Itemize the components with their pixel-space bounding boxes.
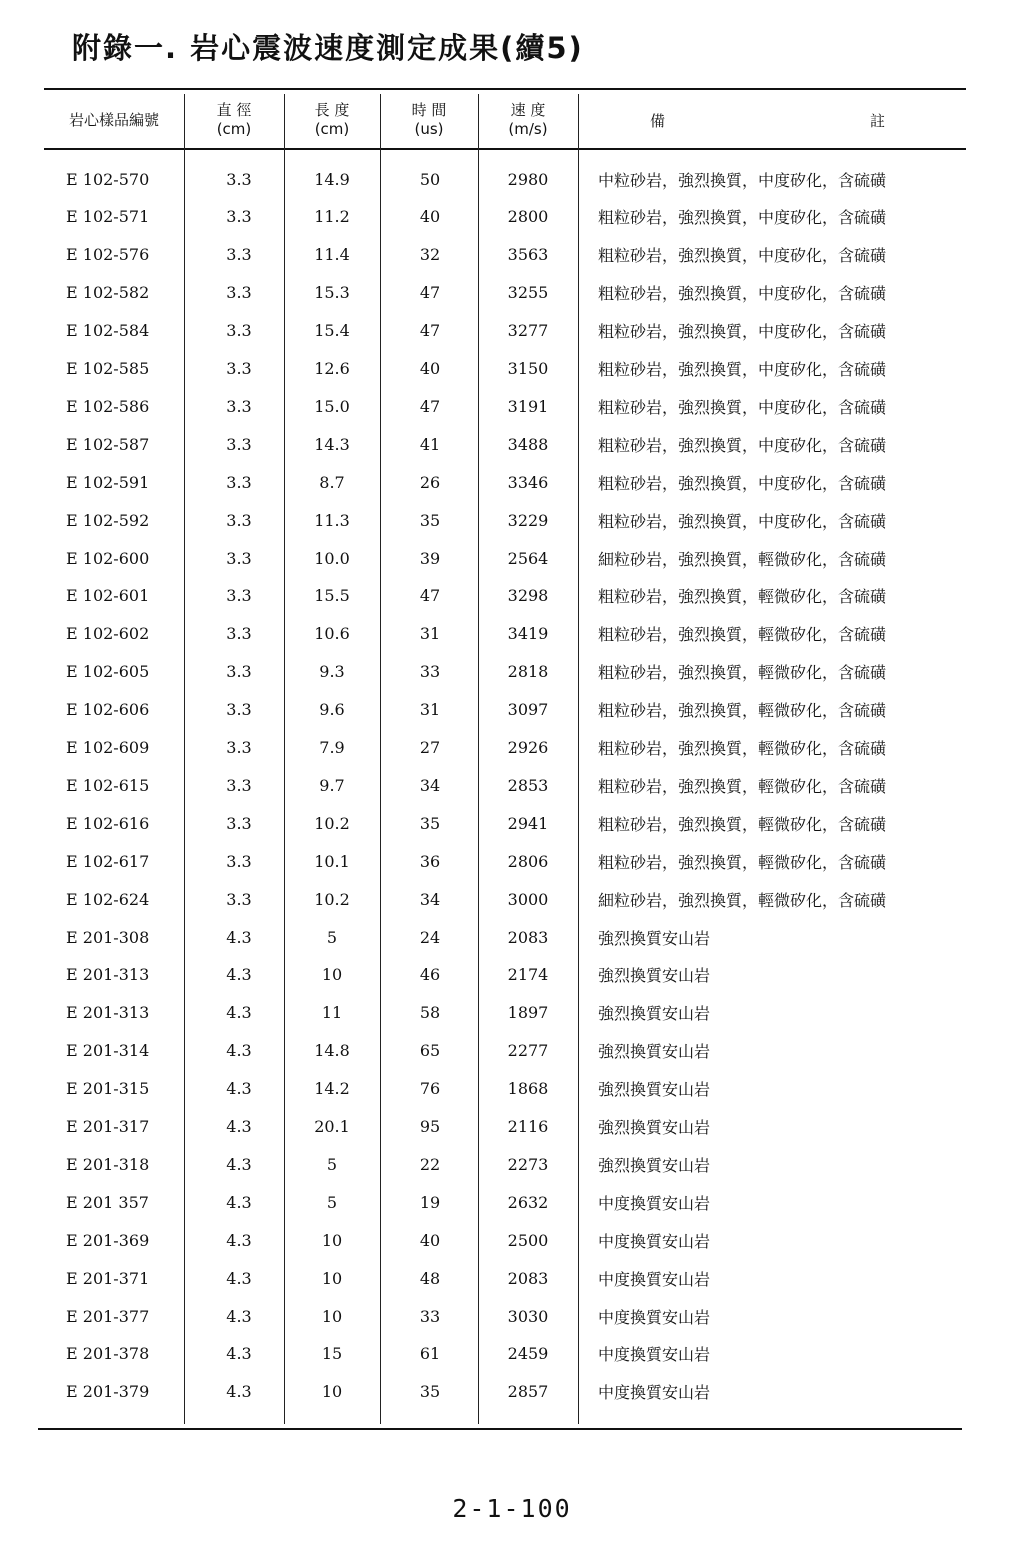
cell-id: E 102-602 (66, 624, 150, 644)
cell-vel: 3298 (507, 586, 549, 606)
cell-time: 50 (419, 169, 441, 189)
table-row (44, 463, 966, 501)
table-row (44, 956, 966, 994)
cell-note: 粗粒砂岩，強烈換質，中度矽化，含硫磺 (598, 397, 887, 417)
table-row (44, 653, 966, 691)
cell-len: 5 (326, 1192, 338, 1212)
cell-time: 33 (419, 1306, 441, 1326)
cell-note: 中度換質安山岩 (598, 1231, 711, 1251)
cell-dia: 4.3 (226, 1268, 252, 1288)
table-header (44, 94, 966, 146)
cell-id: E 102-582 (66, 283, 150, 303)
cell-note: 細粒砂岩，強烈換質，輕微矽化，含硫磺 (598, 549, 887, 569)
cell-dia: 3.3 (226, 283, 252, 303)
cell-len: 20.1 (314, 1117, 350, 1136)
table-row (44, 1070, 966, 1108)
cell-vel: 2632 (507, 1192, 549, 1212)
cell-dia: 3.3 (226, 396, 252, 416)
cell-dia: 3.3 (226, 586, 252, 606)
cell-vel: 1897 (507, 1003, 549, 1023)
table-row (44, 691, 966, 729)
cell-dia: 3.3 (226, 245, 252, 265)
cell-vel: 3563 (507, 245, 549, 265)
cell-vel: 3277 (507, 321, 549, 341)
cell-vel: 3255 (507, 283, 549, 303)
cell-vel: 2941 (507, 813, 549, 833)
cell-id: E 201-314 (66, 1041, 150, 1061)
cell-vel: 2083 (507, 1268, 549, 1288)
cell-dia: 4.3 (226, 1154, 252, 1174)
table-bottom-rule (38, 1428, 962, 1430)
cell-note: 強烈換質安山岩 (598, 1004, 711, 1024)
cell-time: 47 (419, 321, 441, 341)
cell-id: E 102-587 (66, 434, 150, 454)
cell-vel: 2926 (507, 738, 549, 757)
cell-time: 32 (419, 245, 441, 265)
cell-dia: 3.3 (226, 434, 252, 454)
cell-len: 14.9 (314, 169, 350, 189)
cell-time: 47 (419, 283, 441, 303)
cell-time: 40 (419, 207, 441, 227)
cell-time: 95 (419, 1117, 441, 1136)
cell-id: E 102-592 (66, 510, 150, 530)
cell-id: E 102-600 (66, 548, 150, 568)
cell-len: 10.2 (314, 813, 350, 833)
header-time-unit: (us) (414, 120, 444, 138)
cell-note: 粗粒砂岩，強烈換質，中度矽化，含硫磺 (598, 473, 887, 493)
cell-time: 34 (419, 775, 441, 795)
cell-len: 9.3 (319, 662, 345, 682)
header-diameter-label: 直 徑 (216, 101, 252, 119)
cell-dia: 3.3 (226, 851, 252, 871)
table-row (44, 766, 966, 804)
cell-vel: 2980 (507, 169, 549, 189)
cell-time: 26 (419, 472, 441, 492)
cell-len: 5 (326, 927, 338, 947)
cell-id: E 201-315 (66, 1079, 150, 1099)
cell-len: 10.6 (314, 624, 350, 644)
cell-len: 9.7 (319, 775, 345, 795)
cell-len: 12.6 (314, 359, 350, 378)
cell-dia: 4.3 (226, 965, 252, 985)
cell-dia: 4.3 (226, 1003, 252, 1023)
header-diameter-unit: (cm) (216, 120, 252, 138)
cell-id: E 201-371 (66, 1268, 150, 1288)
table-row (44, 160, 966, 198)
table-row (44, 1373, 966, 1411)
cell-vel: 3229 (507, 510, 549, 530)
cell-note: 粗粒砂岩，強烈換質，輕微矽化，含硫磺 (598, 776, 887, 796)
cell-id: E 201-379 (66, 1382, 150, 1402)
cell-note: 粗粒砂岩，強烈換質，輕微矽化，含硫磺 (598, 701, 887, 721)
table-row (44, 350, 966, 388)
table-row (44, 1297, 966, 1335)
cell-note: 強烈換質安山岩 (598, 1118, 711, 1137)
cell-vel: 2116 (507, 1117, 549, 1136)
cell-len: 15 (321, 1344, 343, 1364)
cell-time: 48 (419, 1268, 441, 1288)
cell-vel: 3346 (507, 472, 549, 492)
cell-id: E 102-585 (66, 359, 150, 378)
cell-id: E 201-313 (66, 1003, 150, 1023)
cell-note: 粗粒砂岩，強烈換質，輕微矽化，含硫磺 (598, 625, 887, 645)
table-row (44, 1145, 966, 1183)
cell-time: 22 (419, 1154, 441, 1174)
cell-dia: 3.3 (226, 510, 252, 530)
header-sample-id-label: 岩心樣品編號 (68, 110, 159, 129)
cell-time: 19 (419, 1192, 441, 1212)
cell-time: 24 (419, 927, 441, 947)
cell-time: 47 (419, 396, 441, 416)
cell-id: E 102-584 (66, 321, 150, 341)
cell-dia: 3.3 (226, 662, 252, 682)
cell-dia: 4.3 (226, 1344, 252, 1364)
cell-note: 粗粒砂岩，強烈換質，輕微矽化，含硫磺 (598, 739, 887, 758)
cell-vel: 2806 (507, 851, 549, 871)
table-row (44, 501, 966, 539)
table-row (44, 274, 966, 312)
cell-vel: 2174 (507, 965, 549, 985)
cell-dia: 3.3 (226, 169, 252, 189)
cell-time: 41 (419, 434, 441, 454)
cell-vel: 3191 (507, 396, 549, 416)
cell-note: 中粒砂岩，強烈換質，中度矽化，含硫磺 (598, 170, 887, 190)
cell-dia: 4.3 (226, 1192, 252, 1212)
cell-time: 35 (419, 813, 441, 833)
cell-len: 14.2 (314, 1079, 350, 1099)
cell-dia: 4.3 (226, 1041, 252, 1061)
cell-note: 中度換質安山岩 (598, 1345, 711, 1365)
cell-time: 39 (419, 548, 441, 568)
cell-vel: 1868 (507, 1079, 549, 1099)
table-row (44, 425, 966, 463)
header-notes-a: 備 (650, 111, 666, 130)
table-row (44, 1183, 966, 1221)
cell-id: E 201-378 (66, 1344, 150, 1364)
cell-note: 強烈換質安山岩 (598, 966, 711, 986)
cell-dia: 3.3 (226, 775, 252, 795)
cell-note: 強烈換質安山岩 (598, 1155, 711, 1175)
cell-note: 粗粒砂岩，強烈換質，中度矽化，含硫磺 (598, 246, 887, 266)
cell-id: E 201-377 (66, 1306, 150, 1326)
cell-time: 34 (419, 889, 441, 909)
cell-id: E 102-616 (66, 813, 150, 833)
cell-id: E 102-591 (66, 472, 150, 492)
cell-id: E 102-571 (66, 207, 150, 227)
cell-note: 粗粒砂岩，強烈換質，輕微矽化，含硫磺 (598, 814, 887, 834)
header-time (380, 94, 478, 146)
table-row (44, 1335, 966, 1373)
header-time-label: 時 間 (411, 101, 447, 119)
table-row (44, 804, 966, 842)
cell-vel: 2273 (507, 1154, 549, 1174)
table-row (44, 842, 966, 880)
header-sample-id (44, 94, 184, 146)
cell-dia: 3.3 (226, 813, 252, 833)
cell-id: E 201-318 (66, 1154, 150, 1174)
cell-note: 細粒砂岩，強烈換質，輕微矽化，含硫磺 (598, 890, 887, 910)
cell-note: 中度換質安山岩 (598, 1269, 711, 1289)
cell-note: 粗粒砂岩，強烈換質，中度矽化，含硫磺 (598, 511, 887, 531)
cell-vel: 3097 (507, 700, 549, 720)
cell-len: 11.2 (314, 207, 350, 227)
cell-len: 10 (321, 1306, 343, 1326)
table-row (44, 729, 966, 767)
cell-len: 10.1 (314, 851, 350, 871)
page-number: 2-1-100 (452, 1494, 572, 1523)
cell-len: 5 (326, 1154, 338, 1174)
cell-dia: 3.3 (226, 889, 252, 909)
header-velocity-label: 速 度 (510, 101, 546, 119)
cell-time: 76 (419, 1079, 441, 1099)
header-velocity (478, 94, 578, 146)
cell-len: 15.3 (314, 283, 350, 303)
cell-dia: 4.3 (226, 1230, 252, 1250)
cell-vel: 2277 (507, 1041, 549, 1061)
cell-id: E 102-606 (66, 700, 150, 720)
page-title: 附錄一. 岩心震波速度測定成果(續5) (72, 31, 584, 65)
cell-len: 10.0 (314, 548, 350, 568)
cell-note: 強烈換質安山岩 (598, 1042, 711, 1062)
cell-vel: 2083 (507, 927, 549, 947)
cell-len: 10 (321, 1268, 343, 1288)
cell-vel: 3030 (507, 1306, 549, 1326)
table-row (44, 198, 966, 236)
cell-dia: 4.3 (226, 1079, 252, 1099)
cell-id: E 102-570 (66, 169, 150, 189)
cell-vel: 2459 (507, 1344, 549, 1364)
cell-id: E 102-617 (66, 851, 150, 871)
cell-time: 58 (419, 1003, 441, 1023)
cell-id: E 201-313 (66, 965, 150, 985)
cell-note: 強烈換質安山岩 (598, 928, 711, 948)
cell-dia: 3.3 (226, 472, 252, 492)
cell-len: 14.8 (314, 1041, 350, 1061)
cell-dia: 4.3 (226, 927, 252, 947)
cell-dia: 3.3 (226, 624, 252, 644)
cell-id: E 102-586 (66, 396, 150, 416)
cell-note: 粗粒砂岩，強烈換質，中度矽化，含硫磺 (598, 208, 887, 228)
cell-id: E 102-615 (66, 775, 150, 795)
table-row (44, 539, 966, 577)
cell-time: 35 (419, 1382, 441, 1402)
cell-dia: 3.3 (226, 738, 252, 757)
table-row (44, 880, 966, 918)
table-row (44, 1032, 966, 1070)
cell-len: 10 (321, 1230, 343, 1250)
table-row (44, 1108, 966, 1146)
cell-dia: 4.3 (226, 1306, 252, 1326)
table-row (44, 577, 966, 615)
cell-note: 粗粒砂岩，強烈換質，中度矽化，含硫磺 (598, 435, 887, 455)
cell-time: 40 (419, 359, 441, 378)
cell-note: 粗粒砂岩，強烈換質，輕微矽化，含硫磺 (598, 663, 887, 683)
cell-id: E 102-605 (66, 662, 150, 682)
cell-len: 10 (321, 1382, 343, 1402)
cell-note: 粗粒砂岩，強烈換質，中度矽化，含硫磺 (598, 322, 887, 342)
cell-note: 中度換質安山岩 (598, 1383, 711, 1403)
cell-note: 強烈換質安山岩 (598, 1080, 711, 1100)
cell-dia: 4.3 (226, 1382, 252, 1402)
cell-note: 粗粒砂岩，強烈換質，中度矽化，含硫磺 (598, 360, 887, 379)
cell-len: 15.4 (314, 321, 350, 341)
header-notes-b: 註 (870, 111, 886, 130)
cell-time: 46 (419, 965, 441, 985)
cell-note: 粗粒砂岩，強烈換質，輕微矽化，含硫磺 (598, 587, 887, 607)
table-row (44, 615, 966, 653)
cell-id: E 201-369 (66, 1230, 150, 1250)
cell-len: 8.7 (319, 472, 345, 492)
cell-len: 11 (321, 1003, 343, 1023)
header-length-unit: (cm) (314, 120, 350, 138)
cell-len: 14.3 (314, 434, 350, 454)
header-rule (44, 148, 966, 150)
cell-vel: 2818 (507, 662, 549, 682)
table-row (44, 1259, 966, 1297)
cell-time: 31 (419, 700, 441, 720)
cell-vel: 2500 (507, 1230, 549, 1250)
cell-dia: 3.3 (226, 321, 252, 341)
cell-time: 27 (419, 738, 441, 757)
cell-dia: 3.3 (226, 207, 252, 227)
cell-time: 47 (419, 586, 441, 606)
table-row (44, 1221, 966, 1259)
cell-id: E 102-609 (66, 738, 150, 757)
table-row (44, 918, 966, 956)
cell-dia: 3.3 (226, 700, 252, 720)
cell-len: 15.5 (314, 586, 350, 606)
cell-time: 35 (419, 510, 441, 530)
cell-vel: 3488 (507, 434, 549, 454)
header-diameter (184, 94, 284, 146)
cell-vel: 2564 (507, 548, 549, 568)
cell-vel: 3419 (507, 624, 549, 644)
cell-time: 65 (419, 1041, 441, 1061)
table-row (44, 994, 966, 1032)
cell-time: 31 (419, 624, 441, 644)
table-row (44, 387, 966, 425)
cell-id: E 201 357 (66, 1192, 149, 1212)
cell-vel: 3000 (507, 889, 549, 909)
cell-dia: 3.3 (226, 548, 252, 568)
cell-id: E 201-308 (66, 927, 150, 947)
cell-id: E 102-624 (66, 889, 150, 909)
cell-dia: 3.3 (226, 359, 252, 378)
cell-note: 粗粒砂岩，強烈換質，輕微矽化，含硫磺 (598, 852, 887, 872)
table-top-rule (44, 88, 966, 90)
cell-note: 粗粒砂岩，強烈換質，中度矽化，含硫磺 (598, 284, 887, 304)
header-velocity-unit: (m/s) (508, 120, 548, 138)
cell-time: 36 (419, 851, 441, 871)
cell-note: 中度換質安山岩 (598, 1307, 711, 1327)
cell-len: 15.0 (314, 396, 350, 416)
cell-vel: 2800 (507, 207, 549, 227)
cell-time: 33 (419, 662, 441, 682)
cell-id: E 102-601 (66, 586, 150, 606)
cell-len: 7.9 (319, 738, 345, 757)
header-length (284, 94, 380, 146)
cell-len: 10 (321, 965, 343, 985)
cell-len: 9.6 (319, 700, 345, 720)
table-row (44, 312, 966, 350)
cell-time: 40 (419, 1230, 441, 1250)
cell-len: 11.3 (314, 510, 350, 530)
cell-id: E 102-576 (66, 245, 150, 265)
header-length-label: 長 度 (314, 101, 350, 119)
table-row (44, 236, 966, 274)
cell-vel: 2853 (507, 775, 549, 795)
cell-time: 61 (419, 1344, 441, 1364)
cell-id: E 201-317 (66, 1117, 150, 1136)
cell-vel: 3150 (507, 359, 549, 378)
cell-len: 10.2 (314, 889, 350, 909)
cell-vel: 2857 (507, 1382, 549, 1402)
cell-note: 中度換質安山岩 (598, 1193, 711, 1213)
cell-dia: 4.3 (226, 1117, 252, 1136)
cell-len: 11.4 (314, 245, 350, 265)
